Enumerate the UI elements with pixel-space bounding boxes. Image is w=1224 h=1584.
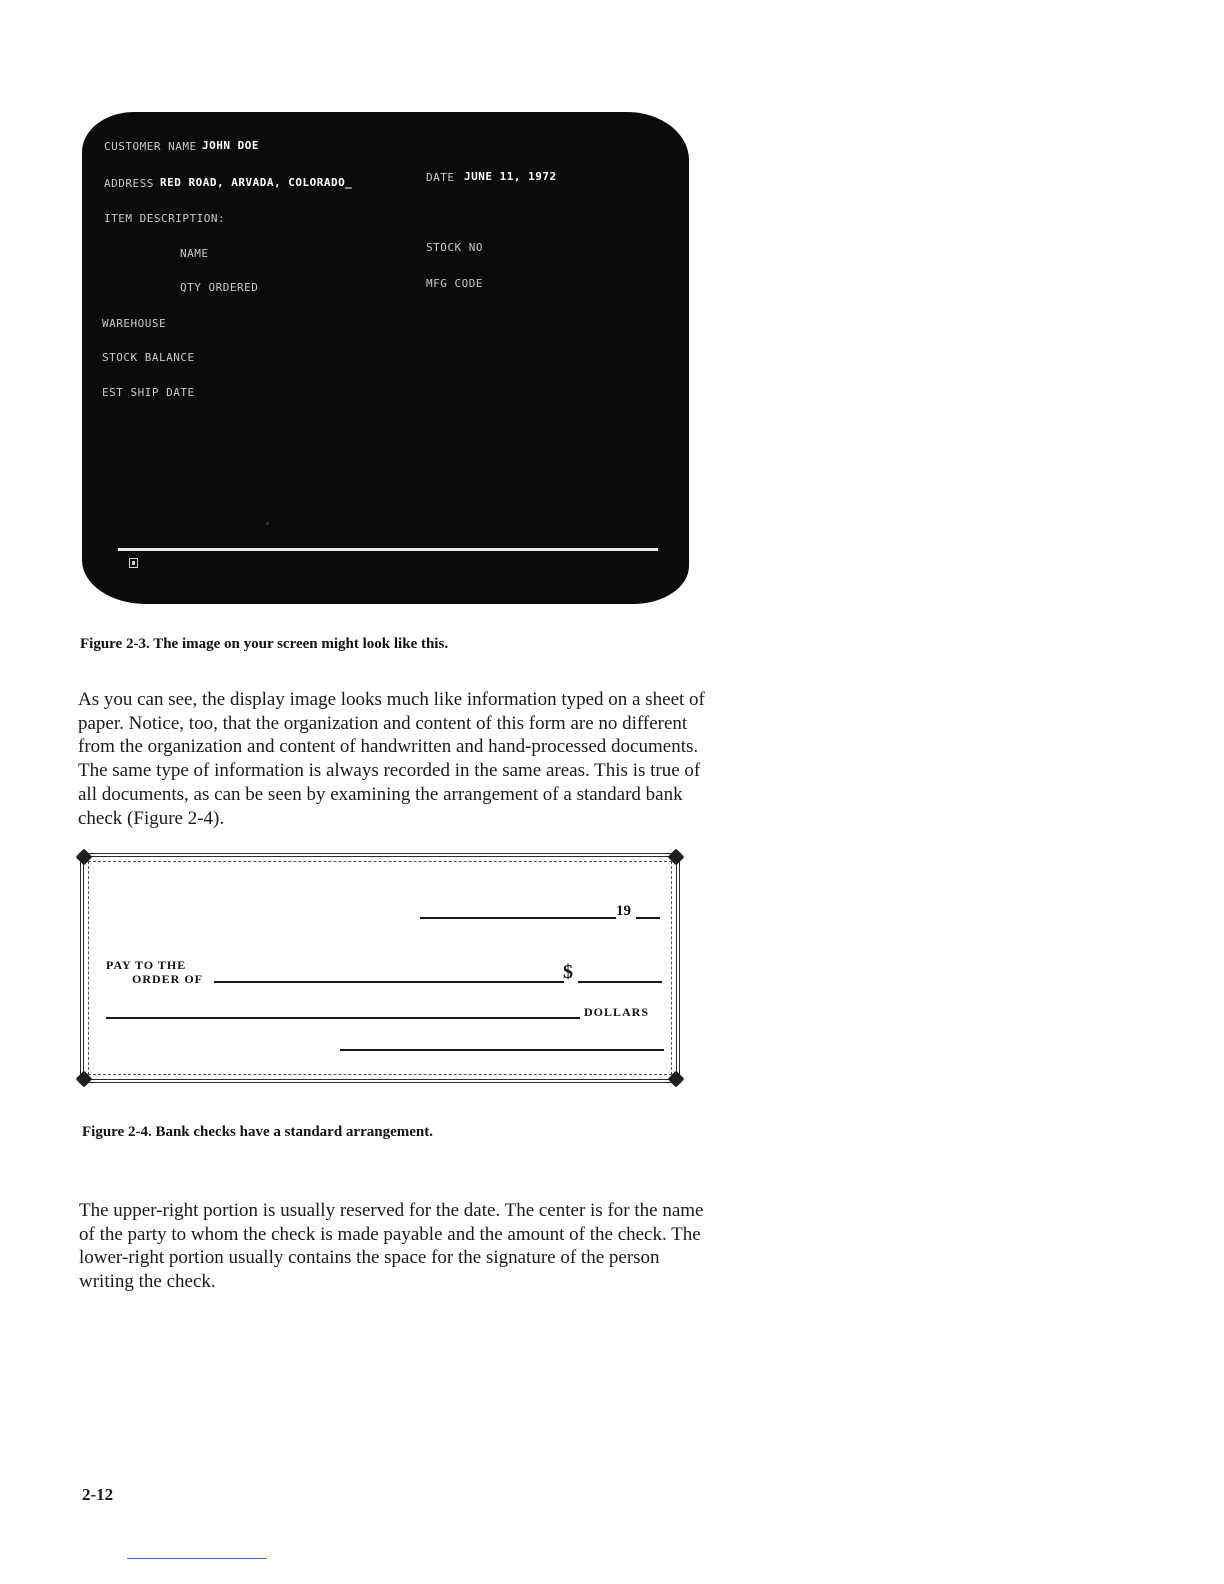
date-line [420, 917, 616, 919]
bank-check-figure [80, 853, 680, 1083]
year-line [636, 917, 660, 919]
date-value: JUNE 11, 1972 [464, 170, 557, 183]
stock-no-label: STOCK NO [426, 241, 483, 254]
corner-ornament-icon [668, 1071, 685, 1088]
paragraph-1: As you can see, the display image looks much like information typed on a sheet of paper. Notice, too, that the organization and content of this form are no different from the organization and content of handwritten and hand-processed documents. The same type of information is always recorded in the same areas. This is true of all documents, as can be seen by examining the arrangement of a standard bank check (Figure 2-4). [78, 689, 705, 829]
corner-ornament-icon [76, 849, 93, 866]
dollars-label: DOLLARS [584, 1005, 650, 1019]
cursor-indicator-icon [129, 558, 138, 568]
est-ship-date-label: EST SHIP DATE [102, 386, 195, 399]
customer-name-value: JOHN DOE [202, 139, 259, 152]
address-value: RED ROAD, ARVADA, COLORADO_ [160, 176, 353, 189]
payee-line [214, 981, 564, 983]
mfg-code-label: MFG CODE [426, 277, 483, 290]
warehouse-label: WAREHOUSE [102, 317, 167, 330]
date-label: DATE [426, 171, 455, 184]
customer-name-label: CUSTOMER NAME [104, 140, 197, 153]
crt-screen-figure [82, 112, 689, 604]
bottom-rule [127, 1558, 267, 1559]
signature-line [340, 1049, 664, 1051]
name-label: NAME [180, 247, 209, 260]
address-label: ADDRESS [104, 177, 154, 190]
item-description-label: ITEM DESCRIPTION: [104, 212, 226, 225]
figure-2-3-caption: Figure 2-3. The image on your screen might look like this. [80, 636, 449, 652]
page-number: 2-12 [82, 1485, 114, 1504]
qty-ordered-label: QTY ORDERED [180, 281, 259, 294]
amount-line [578, 981, 662, 983]
corner-ornament-icon [76, 1071, 93, 1088]
dollar-sign: $ [563, 961, 573, 983]
corner-ornament-icon [668, 849, 685, 866]
year-prefix: 19 [616, 903, 631, 919]
amount-words-line [106, 1017, 580, 1019]
pay-to-the-label: PAY TO THE [106, 958, 187, 972]
figure-2-4-caption: Figure 2-4. Bank checks have a standard arrangement. [82, 1124, 433, 1140]
order-of-label: ORDER OF [132, 972, 203, 986]
paragraph-2: The upper-right portion is usually reserved for the date. The center is for the name of the party to whom the check is made payable and the amount of the check. The lower-right portion usually contains the space for the signature of the person writing the check. [79, 1200, 704, 1293]
screen-speck [266, 522, 269, 525]
status-line [118, 548, 658, 551]
stock-balance-label: STOCK BALANCE [102, 351, 195, 364]
